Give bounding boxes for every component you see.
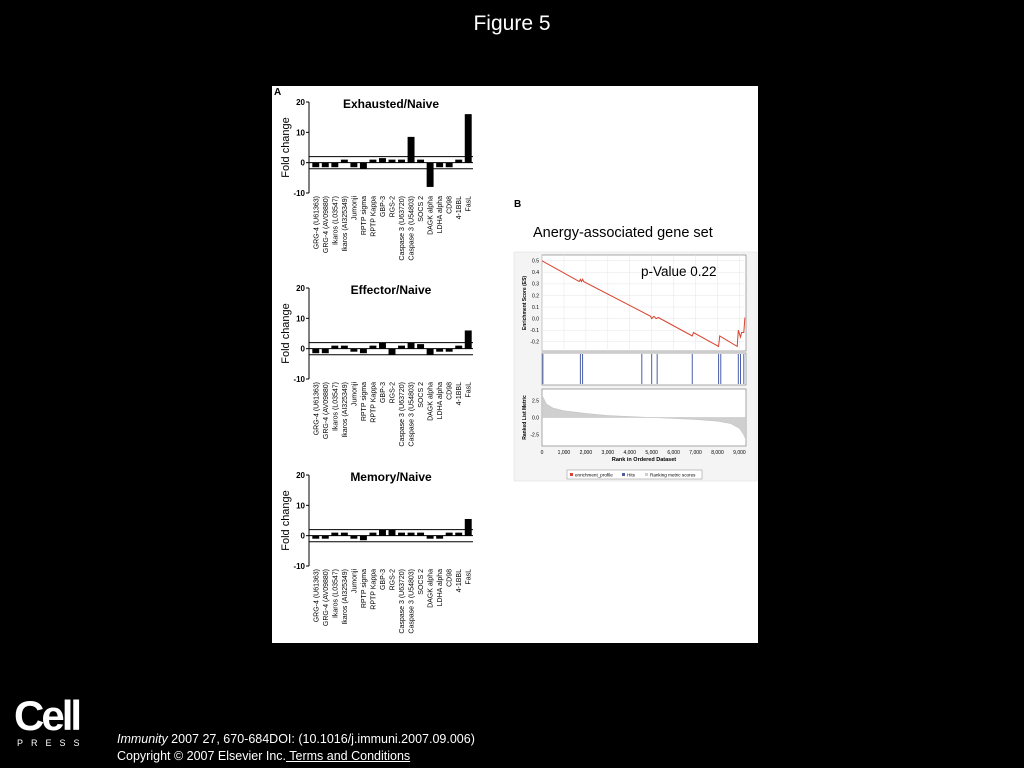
y-tick-label: 20 xyxy=(296,471,305,480)
x-tick-label: 6,000 xyxy=(667,450,680,456)
gsea-chart xyxy=(514,225,757,481)
bar xyxy=(465,330,472,348)
logo-brand: Cell xyxy=(14,692,80,739)
bar xyxy=(408,343,415,349)
es-y-tick-label: -0.2 xyxy=(530,339,539,346)
figure-svg xyxy=(272,86,758,643)
bar xyxy=(455,160,462,163)
bar xyxy=(331,533,338,536)
bar xyxy=(436,349,443,352)
y-tick-label: 20 xyxy=(296,284,305,293)
x-category-label: RPTP sigma xyxy=(360,569,368,609)
y-tick-label: 10 xyxy=(296,314,305,324)
bar xyxy=(446,163,453,168)
x-category-label: Jumonji xyxy=(351,382,359,407)
x-category-label: Caspase 3 (U54803) xyxy=(408,382,416,447)
bar xyxy=(341,160,348,163)
x-category-label: CD98 xyxy=(446,569,454,587)
bar xyxy=(360,163,367,169)
copyright-line xyxy=(117,748,475,765)
bar xyxy=(350,163,357,168)
bar xyxy=(389,349,396,355)
y-tick-label: 0 xyxy=(300,344,305,354)
bar xyxy=(360,349,367,354)
es-y-tick-label: 0.1 xyxy=(532,304,539,311)
legend-label: enrichment_profile xyxy=(575,472,613,478)
es-y-tick-label: 0.4 xyxy=(532,270,539,277)
bar xyxy=(322,349,329,354)
x-category-label: SOCS 2 xyxy=(418,196,426,222)
x-category-label: RPTP Kappa xyxy=(370,196,378,237)
bar xyxy=(427,163,434,187)
bar xyxy=(369,160,376,163)
copyright-text: Copyright © 2007 Elsevier Inc. xyxy=(117,749,287,763)
panel-label-b: B xyxy=(514,199,522,210)
y-tick-label: 0 xyxy=(300,158,305,168)
x-category-label: RPTP Kappa xyxy=(370,382,378,423)
bar xyxy=(436,536,443,539)
x-category-label: GRG-4 (AV09880) xyxy=(322,569,330,627)
y-tick-label: 10 xyxy=(296,128,305,138)
x-category-label: GRG-4 (AV09880) xyxy=(322,196,330,254)
x-category-label: SOCS 2 xyxy=(418,569,426,595)
x-category-label: FasL xyxy=(465,382,473,398)
x-category-label: RGS-2 xyxy=(389,196,397,218)
bar xyxy=(417,160,424,163)
citation xyxy=(117,731,475,765)
x-category-label: 4-1BBL xyxy=(456,196,464,220)
bar xyxy=(455,346,462,349)
chart-title: Memory/Naive xyxy=(350,470,432,484)
x-category-label: Caspase 3 (U54803) xyxy=(408,196,416,261)
x-category-label: 4-1BBL xyxy=(456,382,464,406)
x-category-label: Jumonji xyxy=(351,569,359,594)
cell-press-logo xyxy=(14,692,88,750)
x-category-label: RPTP sigma xyxy=(360,382,368,422)
x-category-label: FasL xyxy=(465,569,473,585)
rank-y-tick-label: -2.5 xyxy=(530,432,539,439)
figure-panel xyxy=(272,86,758,643)
x-category-label: RPTP Kappa xyxy=(370,569,378,610)
bar xyxy=(341,346,348,349)
bar xyxy=(350,536,357,539)
x-category-label: DAGK alpha xyxy=(427,569,435,608)
x-category-label: Caspase 3 (U63720) xyxy=(399,569,407,634)
citation-line xyxy=(117,731,475,748)
y-tick-label: -10 xyxy=(293,562,305,571)
bar xyxy=(322,536,329,539)
x-category-label: SOCS 2 xyxy=(418,382,426,408)
citation-journal: Immunity xyxy=(117,732,168,746)
bar xyxy=(446,349,453,352)
bar xyxy=(312,163,319,168)
x-category-label: Ikaros (AI325349) xyxy=(341,569,349,625)
es-y-tick-label: 0.5 xyxy=(532,258,539,265)
bar xyxy=(312,349,319,354)
x-category-label: Ikaros (AI325349) xyxy=(341,196,349,252)
x-category-label: GRG-4 (AV09880) xyxy=(322,382,330,440)
legend-swatch xyxy=(645,473,648,476)
bar xyxy=(398,346,405,349)
x-category-label: DAGK alpha xyxy=(427,382,435,421)
es-y-tick-label: -0.1 xyxy=(530,327,539,334)
x-category-label: FasL xyxy=(465,196,473,212)
bar xyxy=(369,346,376,349)
bar xyxy=(312,536,319,539)
x-category-label: RGS-2 xyxy=(389,382,397,404)
chart-title: Effector/Naive xyxy=(350,283,432,297)
x-category-label: Ikaros (L03547) xyxy=(332,196,340,246)
bar xyxy=(379,158,386,163)
x-tick-label: 2,000 xyxy=(579,450,593,456)
y-axis-title: Fold change xyxy=(280,117,292,178)
bar xyxy=(379,530,386,536)
x-category-label: CD98 xyxy=(446,196,454,214)
rank-y-tick-label: 2.5 xyxy=(532,398,539,405)
bar xyxy=(398,533,405,536)
bar xyxy=(360,536,367,541)
bar xyxy=(350,349,357,352)
citation-reference: 2007 27, 670-684DOI: (10.1016/j.immuni.2007.09.006) xyxy=(167,732,475,746)
bar xyxy=(341,533,348,536)
logo-sub: PRESS xyxy=(17,738,88,748)
x-tick-label: 8,000 xyxy=(711,450,724,456)
y-tick-label: 20 xyxy=(296,98,305,107)
x-category-label: Ikaros (AI325349) xyxy=(341,382,349,438)
legend-label: Hits xyxy=(627,472,635,478)
x-category-label: 4-1BBL xyxy=(456,569,464,593)
x-category-label: GBP-3 xyxy=(379,569,387,591)
x-category-label: GBP-3 xyxy=(379,382,387,404)
bar xyxy=(389,530,396,536)
x-category-label: Caspase 3 (U63720) xyxy=(399,382,407,447)
x-category-label: DAGK alpha xyxy=(427,196,435,235)
x-category-label: GRG-4 (U61363) xyxy=(313,382,321,436)
x-category-label: CD98 xyxy=(446,382,454,400)
es-y-tick-label: 0.0 xyxy=(532,316,539,323)
bar xyxy=(379,343,386,349)
x-category-label: Caspase 3 (U54803) xyxy=(408,569,416,634)
y-tick-label: 0 xyxy=(300,531,305,541)
y-tick-label: -10 xyxy=(293,189,305,198)
panel-label-a: A xyxy=(274,87,282,98)
x-category-label: LDHA alpha xyxy=(437,569,445,607)
x-tick-label: 7,000 xyxy=(689,450,702,456)
x-category-label: RGS-2 xyxy=(389,569,397,591)
x-tick-label: 0 xyxy=(540,450,544,456)
x-tick-label: 3,000 xyxy=(601,450,615,456)
x-category-label: Ikaros (L03547) xyxy=(332,569,340,619)
x-category-label: GRG-4 (U61363) xyxy=(313,196,321,250)
x-category-label: GRG-4 (U61363) xyxy=(313,569,321,623)
x-category-label: GBP-3 xyxy=(379,196,387,218)
bar xyxy=(398,160,405,163)
rank-y-tick-label: 0.0 xyxy=(532,415,539,422)
bar xyxy=(408,137,415,163)
x-category-label: RPTP sigma xyxy=(360,196,368,236)
x-category-label: Jumonji xyxy=(351,196,359,221)
bar xyxy=(427,349,434,355)
bar xyxy=(408,533,415,536)
x-tick-label: 9,000 xyxy=(733,450,746,456)
legend-swatch xyxy=(622,473,625,476)
bar-chart-1 xyxy=(280,97,473,261)
bar xyxy=(455,533,462,536)
bar-chart-2 xyxy=(280,283,473,447)
x-category-label: Caspase 3 (U63720) xyxy=(399,196,407,261)
x-category-label: LDHA alpha xyxy=(437,196,445,234)
es-y-axis-title: Enrichment Score (ES) xyxy=(522,275,528,331)
bar xyxy=(446,533,453,536)
legend-swatch xyxy=(570,473,573,476)
gsea-title: Anergy-associated gene set xyxy=(533,225,713,241)
y-tick-label: 10 xyxy=(296,501,305,511)
bar xyxy=(417,533,424,536)
es-y-tick-label: 0.3 xyxy=(532,281,539,288)
bar xyxy=(436,163,443,168)
bar xyxy=(427,536,434,539)
y-tick-label: -10 xyxy=(293,375,305,384)
bar xyxy=(465,519,472,536)
x-tick-label: 1,000 xyxy=(557,450,571,456)
bar xyxy=(417,344,424,349)
y-axis-title: Fold change xyxy=(280,490,292,551)
y-axis-title: Fold change xyxy=(280,303,292,364)
bar xyxy=(322,163,329,168)
x-tick-label: 5,000 xyxy=(645,450,658,456)
chart-title: Exhausted/Naive xyxy=(342,97,440,111)
x-tick-label: 4,000 xyxy=(623,450,636,456)
x-category-label: Ikaros (L03547) xyxy=(332,382,340,432)
bar-chart-3 xyxy=(280,470,473,634)
x-category-label: LDHA alpha xyxy=(437,382,445,420)
slide-title: Figure 5 xyxy=(473,12,551,35)
bar xyxy=(331,163,338,168)
es-y-tick-label: 0.2 xyxy=(532,293,539,300)
legend-label: Ranking metric scores xyxy=(650,472,696,478)
x-axis-title: Rank in Ordered Dataset xyxy=(611,457,677,463)
bar xyxy=(331,346,338,349)
rank-y-axis-title: Ranked List Metric xyxy=(522,395,528,440)
bar xyxy=(369,533,376,536)
bar xyxy=(465,114,472,163)
terms-link[interactable]: Terms and Conditions xyxy=(286,749,411,763)
p-value-annotation: p-Value 0.22 xyxy=(641,264,717,279)
hits-area xyxy=(542,353,746,385)
bar xyxy=(389,160,396,163)
